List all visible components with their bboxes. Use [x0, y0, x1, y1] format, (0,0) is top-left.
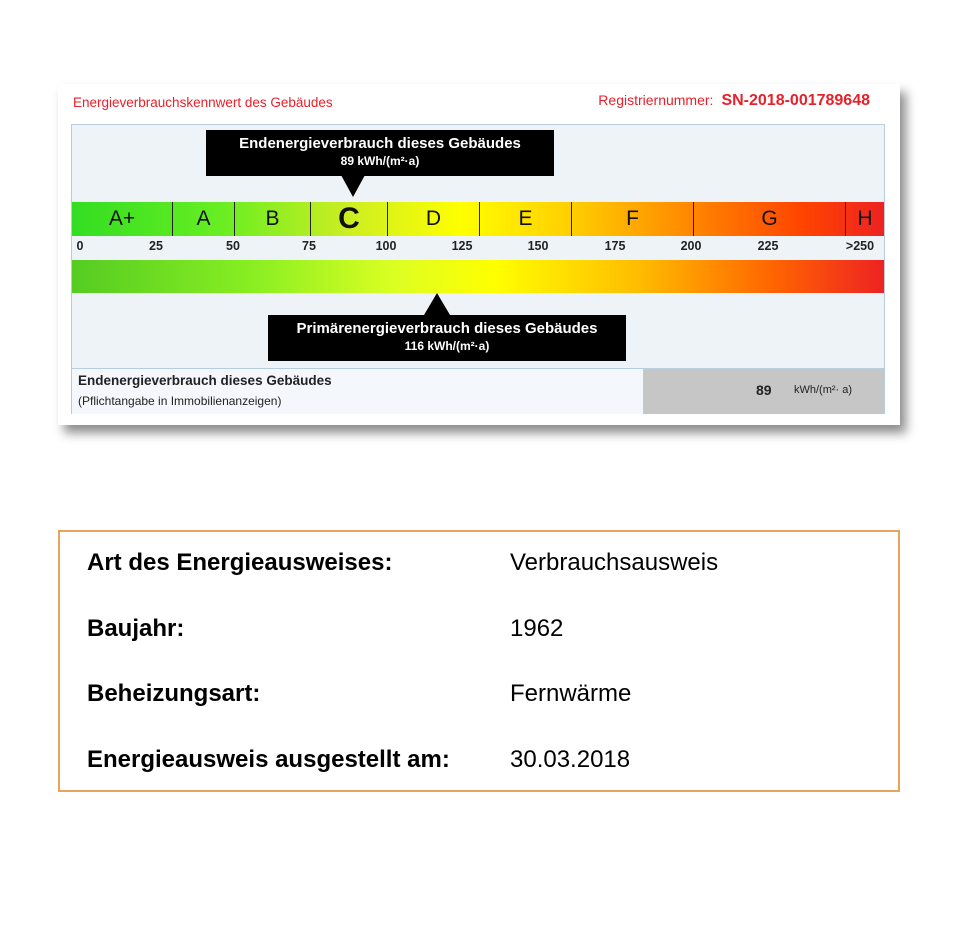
primary-energy-callout: [268, 315, 626, 361]
scale-tick: 75: [302, 239, 316, 253]
class-a-plus: A+: [72, 202, 173, 236]
registration-number: SN-2018-001789648: [721, 92, 870, 109]
class-a: A: [173, 202, 235, 236]
scale-tick: 25: [149, 239, 163, 253]
class-e: E: [480, 202, 572, 236]
end-energy-callout-title: Endenergieverbrauch dieses Gebäudes: [239, 135, 521, 152]
registration-label: Registriernummer:: [598, 92, 714, 108]
scale-tick: 125: [451, 239, 473, 253]
summary-title: Endenergieverbrauch dieses Gebäudes: [78, 373, 332, 388]
info-row: [87, 746, 631, 774]
class-scale: [72, 202, 884, 236]
end-energy-pointer: [341, 175, 365, 197]
info-key: Art des Energieausweises:: [87, 549, 393, 576]
summary-unit: kWh/(m²· a): [794, 384, 853, 396]
end-energy-callout-value: 89 kWh/(m²·a): [340, 154, 420, 168]
scale-tick: 200: [680, 239, 702, 253]
info-value: Fernwärme: [510, 680, 632, 707]
info-row: [87, 615, 564, 643]
energy-label-title: Energieverbrauchskennwert des Gebäudes: [73, 95, 333, 110]
summary-value-cell: [644, 369, 884, 414]
class-b: B: [235, 202, 311, 236]
summary-row: [72, 368, 884, 414]
class-h: H: [857, 207, 873, 230]
energy-gradient-bar: [72, 260, 884, 293]
info-key: Energieausweis ausgestellt am:: [87, 746, 450, 773]
info-value: 1962: [510, 615, 564, 642]
summary-value: 89: [756, 382, 772, 398]
summary-note: (Pflichtangabe in Immobilienanzeigen): [78, 394, 282, 408]
info-key: Baujahr:: [87, 615, 185, 642]
scale-tick: >250: [845, 239, 875, 253]
end-energy-callout: [206, 130, 554, 176]
info-row: [87, 680, 632, 708]
energy-label: [58, 84, 900, 425]
primary-energy-callout-title: Primärenergieverbrauch dieses Gebäudes: [296, 320, 598, 337]
registration: [598, 92, 870, 110]
info-key: Beheizungsart:: [87, 680, 261, 707]
class-f: F: [572, 202, 694, 236]
class-d: D: [388, 202, 480, 236]
energy-scale-panel: [71, 124, 885, 414]
class-c-current: C: [311, 202, 388, 236]
primary-energy-pointer: [424, 293, 450, 315]
scale-tick: 50: [226, 239, 240, 253]
scale-tick: 175: [604, 239, 626, 253]
info-value: Verbrauchsausweis: [510, 549, 719, 576]
summary-label-cell: [72, 369, 644, 414]
scale-tick: 100: [375, 239, 397, 253]
primary-energy-callout-value: 116 kWh/(m²·a): [404, 339, 490, 353]
certificate-info-box: [58, 530, 900, 792]
info-row: [87, 549, 719, 577]
scale-tick: 225: [757, 239, 779, 253]
scale-tick: 150: [527, 239, 549, 253]
class-g: G: [694, 202, 846, 236]
scale-tick: 0: [76, 239, 84, 253]
info-value: 30.03.2018: [510, 746, 631, 773]
